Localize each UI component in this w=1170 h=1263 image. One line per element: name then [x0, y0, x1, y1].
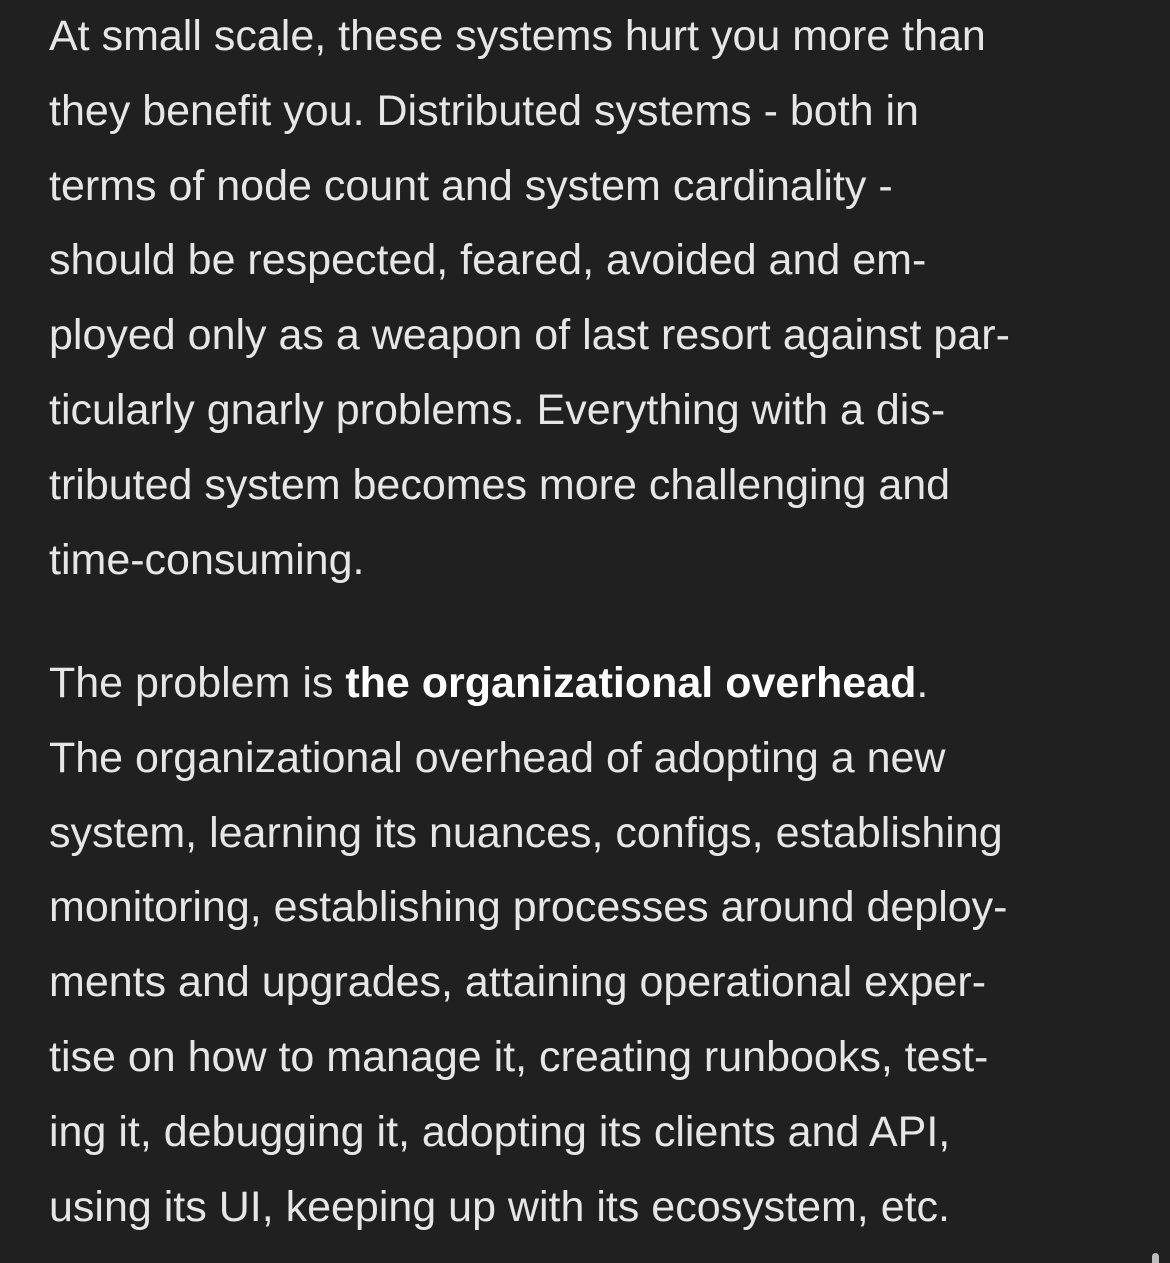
- paragraph-line: they benefit you. Distributed systems - both in: [49, 86, 919, 135]
- scroll-indicator[interactable]: [1152, 1253, 1159, 1263]
- paragraph-line: system, learning its nuances, configs, establishing: [49, 808, 1003, 857]
- paragraph-line: ments and upgrades, attaining operational exper-: [49, 958, 987, 1007]
- emphasis-organizational-overhead: the organizational overhead: [345, 659, 917, 707]
- paragraph-line: ticularly gnarly problems. Everything with a dis-: [49, 385, 946, 434]
- paragraph-text: The problem is: [49, 659, 346, 707]
- paragraph-line: [49, 646, 1129, 721]
- paragraph-line: ployed only as a weapon of last resort against par-: [49, 311, 1010, 360]
- paragraph-line: At small scale, these systems hurt you more than: [49, 12, 986, 60]
- paragraph-line: terms of node count and system cardinality -: [49, 161, 893, 210]
- paragraph-text: .: [916, 659, 929, 707]
- paragraph-line: ing it, debugging it, adopting its clients and API,: [49, 1107, 951, 1156]
- paragraph-line: The organizational overhead of adopting a new: [49, 733, 946, 782]
- paragraph-line: monitoring, establishing processes around deploy-: [49, 883, 1008, 932]
- paragraph-organizational-overhead: [49, 646, 1129, 1244]
- paragraph-line: tise on how to manage it, creating runbooks, test-: [49, 1032, 989, 1081]
- paragraph-distributed-systems: [49, 0, 1129, 597]
- paragraph-line: time-consuming.: [49, 535, 365, 584]
- paragraph-line: tributed system becomes more challenging and: [49, 460, 951, 509]
- paragraph-line: using its UI, keeping up with its ecosystem, etc.: [49, 1182, 951, 1231]
- paragraph-line: should be respected, feared, avoided and em-: [49, 236, 927, 285]
